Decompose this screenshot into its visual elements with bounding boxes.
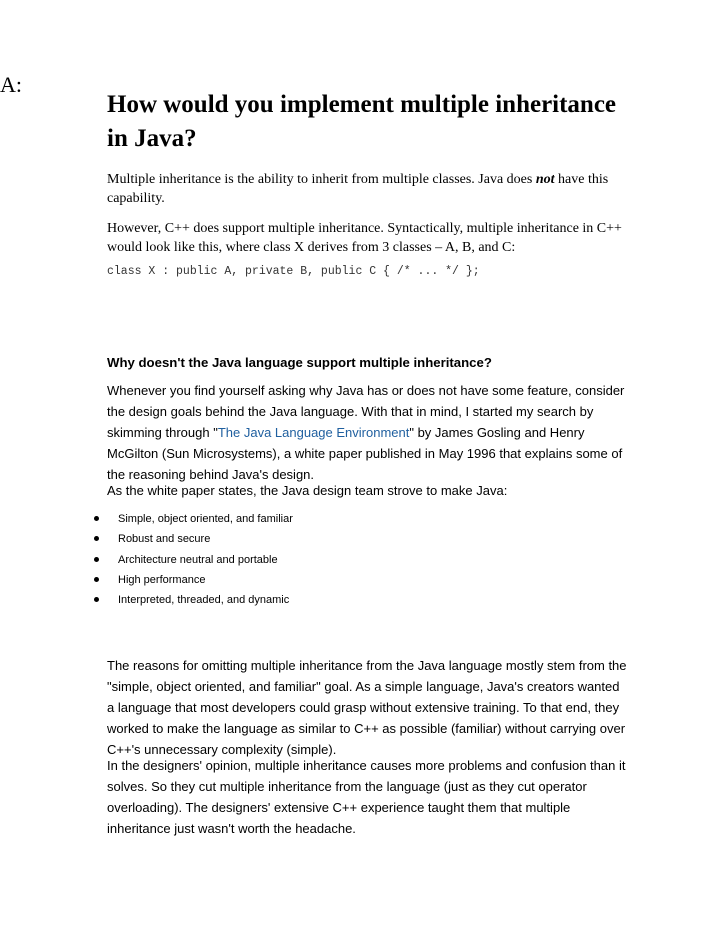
java-language-environment-link[interactable]: The Java Language Environment — [217, 425, 410, 440]
body-paragraph-3 — [107, 380, 627, 485]
design-goals-list — [0, 511, 293, 612]
list-item-text: Simple, object oriented, and familiar — [118, 513, 293, 525]
bullet-icon — [94, 597, 99, 602]
intro-paragraph-1 — [107, 170, 627, 208]
bullet-icon — [94, 536, 99, 541]
list-item-text: Robust and secure — [118, 533, 211, 546]
bullet-icon — [94, 557, 99, 562]
list-item — [0, 511, 293, 531]
body-paragraph-4: As the white paper states, the Java design team strove to make Java: — [107, 483, 508, 498]
emphasis-not: not — [535, 172, 555, 187]
bullet-icon — [94, 516, 99, 521]
page-title: How would you implement multiple inheritance in Java? — [107, 91, 617, 152]
intro-text-after: have this capability. — [107, 172, 609, 206]
answer-label: A: — [0, 72, 22, 97]
intro-text-before: Multiple inheritance is the ability to inherit from multiple classes. Java does — [107, 172, 536, 187]
section-heading: Why doesn't the Java language support multiple inheritance? — [107, 355, 492, 370]
list-item — [0, 552, 293, 572]
list-item — [0, 531, 293, 551]
list-item — [0, 572, 293, 592]
list-item-text: High performance — [118, 573, 206, 586]
intro-paragraph-2: However, C++ does support multiple inheritance. Syntactically, multiple inheritance in C++ would look like this, where class X derives from 3 classes – A, B, and C: — [107, 221, 622, 255]
code-sample: class X : public A, private B, public C { /* ... */ }; — [107, 265, 480, 278]
list-item-text: Architecture neutral and portable — [118, 553, 278, 566]
list-item — [0, 592, 293, 612]
p3-text-before: Whenever you find yourself asking why Java has or does not have some feature, consider the design goals behind the Java language. With that in mind, I started my search by skimming through " — [107, 383, 625, 440]
list-item-text: Interpreted, threaded, and dynamic — [118, 594, 290, 607]
body-paragraph-6: In the designers' opinion, multiple inheritance causes more problems and confusion than it solves. So they cut multiple inheritance from the language (just as they cut operator overloading). The designers' extensive C++ experience taught them that multiple inheritance just wasn't worth the headache. — [107, 758, 626, 836]
p3-text-after: " by James Gosling and Henry McGilton (Sun Microsystems), a white paper published in May 1996 that explains some of the reasoning behind Java's design. — [107, 425, 623, 482]
body-paragraph-5: The reasons for omitting multiple inheritance from the Java language mostly stem from the "simple, object oriented, and familiar" goal. As a simple language, Java's creators wanted a language that most developers could grasp without extensive training. To that end, they worked to make the language as similar to C++ as possible (familiar) without carrying over C++'s unnecessary complexity (simple). — [107, 658, 627, 757]
bullet-icon — [94, 577, 99, 582]
